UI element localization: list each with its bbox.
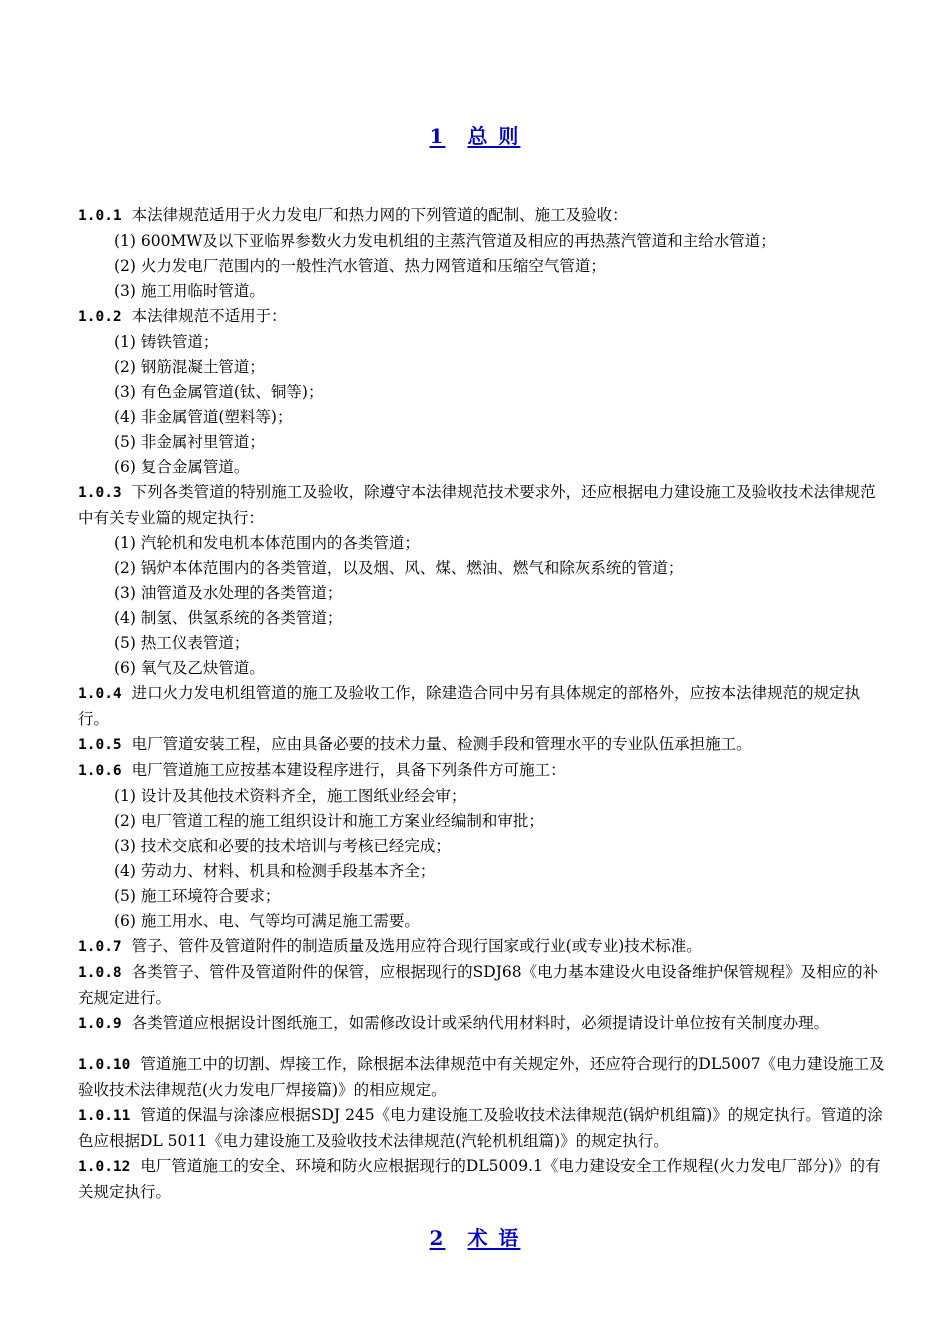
clause-number: 1.0.1: [78, 208, 122, 224]
clause-text: 管道施工中的切割、焊接工作，除根据本法律规范中有关规定外，还应符合现行的DL5007《电力建设施工及验收技术法律规范(火力发电厂焊接篇)》的相应规定。: [78, 1055, 885, 1099]
clause-list-item: (1) 铸铁管道；: [114, 333, 219, 351]
clause-text: 进口火力发电机组管道的施工及验收工作，除建造合同中另有具体规定的部格外，应按本法律规范的规定执行。: [78, 684, 861, 728]
clause-number: 1.0.3: [78, 485, 122, 501]
clause-text: 电厂管道施工应按基本建设程序进行，具备下列条件方可施工：: [131, 761, 566, 779]
clause-list-item: (4) 非金属管道(塑料等)；: [114, 408, 293, 426]
clause-text: 各类管道应根据设计图纸施工，如需修改设计或采纳代用材料时，必须提请设计单位按有关制度办理。: [131, 1014, 830, 1032]
clause-text: 电厂管道安装工程，应由具备必要的技术力量、检测手段和管理水平的专业队伍承担施工。: [131, 735, 752, 753]
chapter-1-title[interactable]: 总 则: [467, 124, 521, 148]
clause-text: 本法律规范不适用于：: [131, 307, 287, 325]
clause-number: 1.0.5: [78, 737, 122, 753]
clause-number: 1.0.8: [78, 965, 122, 981]
clause-text: 管道的保温与涂漆应根据SDJ 245《电力建设施工及验收技术法律规范(锅炉机组篇)》的规定执行。管道的涂色应根据DL 5011《电力建设施工及验收技术法律规范(汽轮机机组篇)》的规定执行。: [78, 1106, 883, 1150]
clause-number: 1.0.2: [78, 309, 122, 325]
clause-number: 1.0.4: [78, 686, 122, 702]
clause-paragraph: [78, 934, 890, 960]
clause-list-item: (4) 制氢、供氢系统的各类管道；: [114, 609, 343, 627]
clause-list-item: (5) 热工仪表管道；: [114, 634, 250, 652]
clause-list-item: (6) 施工用水、电、气等均可满足施工需要。: [114, 912, 420, 930]
clause-list-item: (2) 锅炉本体范围内的各类管道，以及烟、风、煤、燃油、燃气和除灰系统的管道；: [114, 559, 684, 577]
clause-list-item: (2) 火力发电厂范围内的一般性汽水管道、热力网管道和压缩空气管道；: [114, 257, 606, 275]
clause-text: 电厂管道施工的安全、环境和防火应根据现行的DL5009.1《电力建设安全工作规程(火力发电厂部分)》的有关规定执行。: [78, 1157, 881, 1201]
clause-paragraph: [78, 1103, 890, 1154]
chapter-1-number[interactable]: 1: [429, 124, 446, 148]
clause-list-item: (1) 设计及其他技术资料齐全，施工图纸业经会审；: [114, 787, 467, 805]
chapter-2-number[interactable]: 2: [429, 1226, 446, 1250]
clause-paragraph: [78, 758, 890, 784]
clause-paragraph: [78, 1052, 890, 1103]
clause-text: 管子、管件及管道附件的制造质量及选用应符合现行国家或行业(或专业)技术标准。: [131, 937, 702, 955]
clause-list-item: (3) 油管道及水处理的各类管道；: [114, 584, 343, 602]
clause-list-item: (2) 钢筋混凝土管道；: [114, 358, 265, 376]
clause-paragraph: [78, 960, 890, 1011]
clause-paragraph: [78, 203, 890, 229]
clause-text: 本法律规范适用于火力发电厂和热力网的下列管道的配制、施工及验收：: [131, 206, 628, 224]
paragraph-gap: [78, 1037, 890, 1052]
clause-list: [78, 203, 890, 1205]
clause-list-item: (3) 技术交底和必要的技术培训与考核已经完成；: [114, 837, 451, 855]
clause-number: 1.0.7: [78, 939, 122, 955]
clause-paragraph: [78, 732, 890, 758]
clause-list-item: (4) 劳动力、材料、机具和检测手段基本齐全；: [114, 862, 436, 880]
clause-number: 1.0.12: [78, 1159, 131, 1175]
clause-number: 1.0.9: [78, 1016, 122, 1032]
clause-number: 1.0.6: [78, 763, 122, 779]
clause-list-item: (3) 有色金属管道(钛、铜等)；: [114, 383, 324, 401]
clause-list-item: (6) 复合金属管道。: [114, 458, 250, 476]
clause-list-item: (1) 汽轮机和发电机本体范围内的各类管道；: [114, 534, 420, 552]
clause-number: 1.0.10: [78, 1057, 131, 1073]
clause-text: 各类管子、管件及管道附件的保管，应根据现行的SDJ68《电力基本建设火电设备维护保管规程》及相应的补充规定进行。: [78, 963, 879, 1007]
clause-list-item: (6) 氧气及乙炔管道。: [114, 659, 265, 677]
clause-paragraph: [78, 480, 890, 531]
clause-text: 下列各类管道的特别施工及验收，除遵守本法律规范技术要求外，还应根据电力建设施工及验收技术法律规范中有关专业篇的规定执行：: [78, 483, 876, 527]
clause-list-item: (5) 非金属衬里管道；: [114, 433, 265, 451]
chapter-2-heading[interactable]: [0, 1222, 950, 1251]
chapter-2-title[interactable]: 术 语: [467, 1226, 521, 1250]
clause-list-item: (1) 600MW及以下亚临界参数火力发电机组的主蒸汽管道及相应的再热蒸汽管道和主给水管道；: [114, 232, 776, 250]
clause-number: 1.0.11: [78, 1108, 131, 1124]
clause-list-item: (2) 电厂管道工程的施工组织设计和施工方案业经编制和审批；: [114, 812, 544, 830]
clause-list-item: (3) 施工用临时管道。: [114, 282, 265, 300]
clause-paragraph: [78, 681, 890, 732]
clause-paragraph: [78, 304, 890, 330]
chapter-1-heading[interactable]: [0, 120, 950, 149]
clause-paragraph: [78, 1154, 890, 1205]
clause-list-item: (5) 施工环境符合要求；: [114, 887, 281, 905]
clause-paragraph: [78, 1011, 890, 1037]
